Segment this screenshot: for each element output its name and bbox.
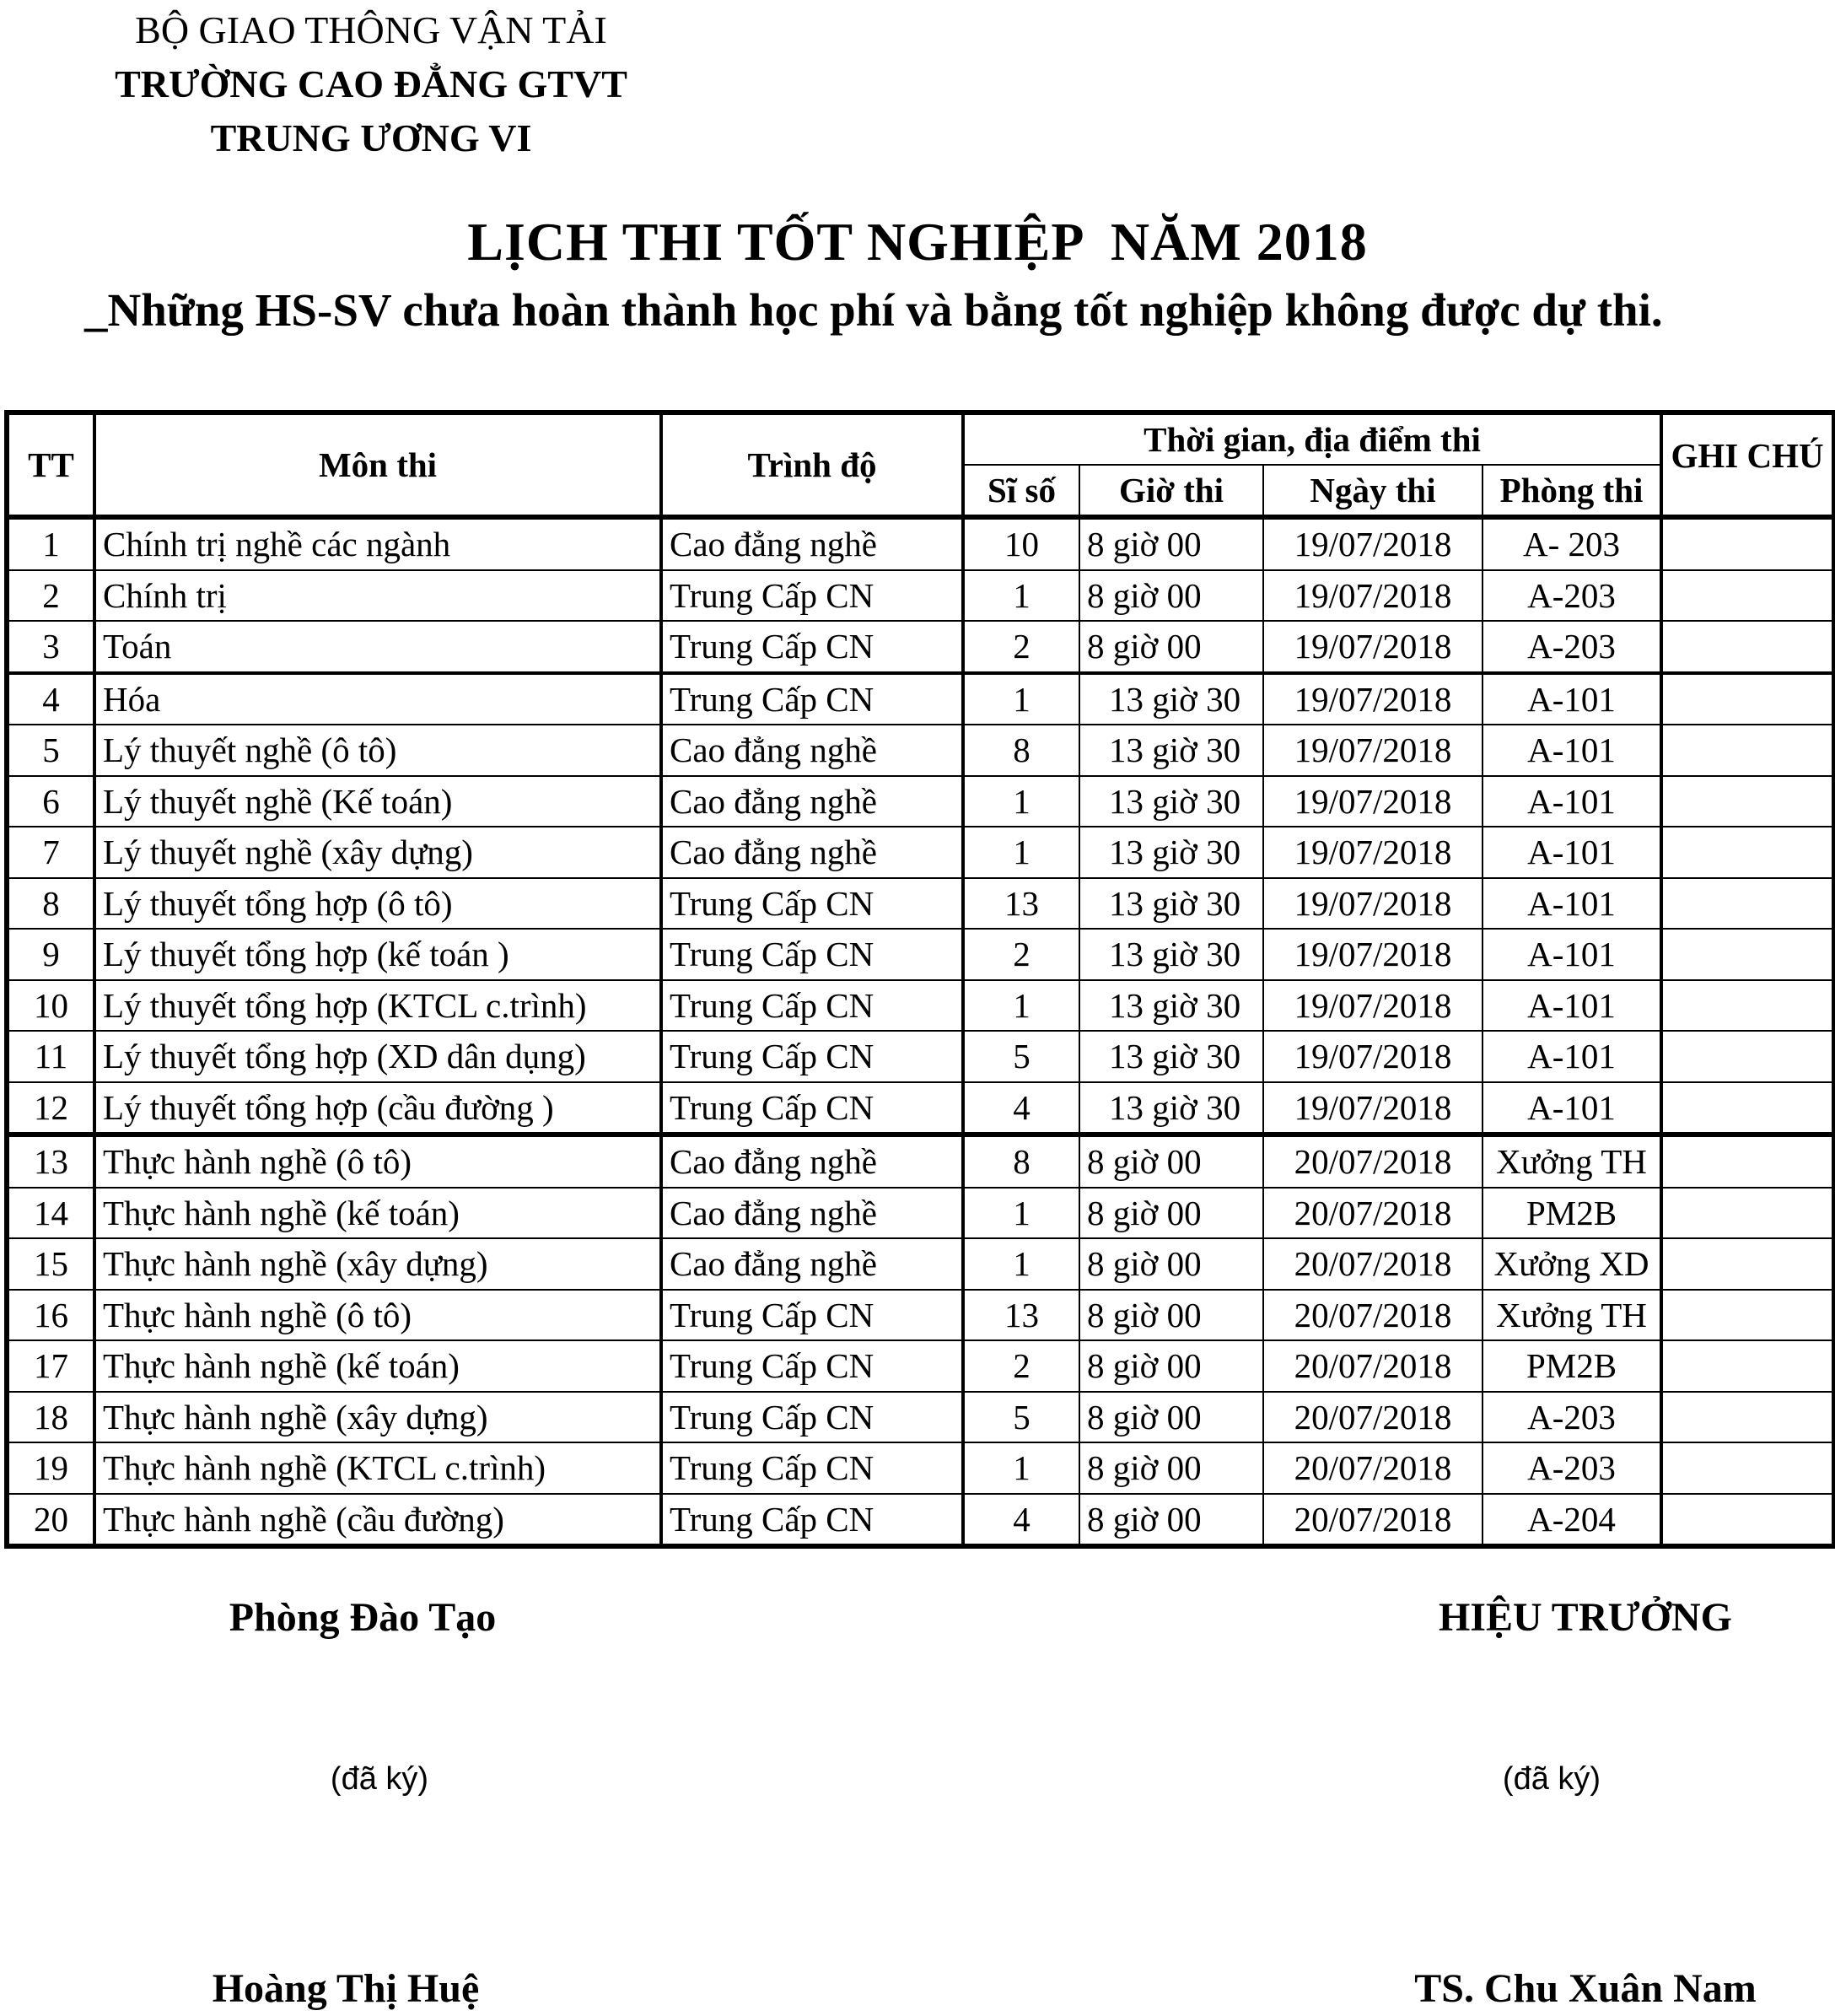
row-number: 7 — [7, 827, 94, 878]
exam-room-cell: A-203 — [1483, 621, 1661, 673]
subject-cell: Lý thuyết nghề (Kế toán) — [94, 776, 661, 827]
subject-cell: Thực hành nghề (xây dựng) — [94, 1392, 661, 1443]
exam-notice: _Những HS-SV chưa hoàn thành học phí và bằng tốt nghiệp không được dự thi. — [84, 284, 1663, 336]
exam-date-cell: 19/07/2018 — [1263, 725, 1483, 776]
level-cell: Trung Cấp CN — [661, 621, 963, 673]
subject-cell: Chính trị nghề các ngành — [94, 517, 661, 570]
exam-time-cell: 13 giờ 30 — [1079, 725, 1263, 776]
header-mon-thi: Môn thi — [94, 412, 661, 517]
student-count-cell: 2 — [963, 1340, 1079, 1392]
left-signatory-name: Hoàng Thị Huệ — [212, 1966, 480, 2011]
row-number: 16 — [7, 1290, 94, 1341]
note-cell — [1661, 980, 1834, 1032]
right-signature-office: HIỆU TRƯỞNG — [1438, 1595, 1733, 1640]
exam-time-cell: 13 giờ 30 — [1079, 1031, 1263, 1082]
header-si-so: Sĩ số — [963, 465, 1079, 517]
level-cell: Trung Cấp CN — [661, 878, 963, 930]
subject-cell: Lý thuyết tổng hợp (KTCL c.trình) — [94, 980, 661, 1032]
table-row — [7, 725, 1834, 776]
ministry-name: BỘ GIAO THÔNG VẬN TẢI — [135, 8, 607, 51]
exam-time-cell: 13 giờ 30 — [1079, 878, 1263, 930]
exam-room-cell: A-101 — [1483, 673, 1661, 725]
exam-room-cell: A-101 — [1483, 827, 1661, 878]
level-cell: Trung Cấp CN — [661, 673, 963, 725]
row-number: 15 — [7, 1238, 94, 1290]
exam-room-cell: A-101 — [1483, 776, 1661, 827]
table-row — [7, 621, 1834, 673]
right-signature-status: (đã ký) — [1502, 1761, 1601, 1797]
row-number: 9 — [7, 929, 94, 980]
note-cell — [1661, 1238, 1834, 1290]
exam-date-cell: 19/07/2018 — [1263, 878, 1483, 930]
level-cell: Trung Cấp CN — [661, 1442, 963, 1494]
exam-date-cell: 19/07/2018 — [1263, 570, 1483, 622]
exam-date-cell: 19/07/2018 — [1263, 776, 1483, 827]
table-row — [7, 1290, 1834, 1341]
student-count-cell: 5 — [963, 1031, 1079, 1082]
note-cell — [1661, 1290, 1834, 1341]
exam-room-cell: PM2B — [1483, 1188, 1661, 1239]
row-number: 4 — [7, 673, 94, 725]
student-count-cell: 13 — [963, 1290, 1079, 1341]
subject-cell: Lý thuyết tổng hợp (ô tô) — [94, 878, 661, 930]
level-cell: Trung Cấp CN — [661, 1340, 963, 1392]
exam-room-cell: A-101 — [1483, 929, 1661, 980]
level-cell: Cao đẳng nghề — [661, 1188, 963, 1239]
exam-room-cell: Xưởng TH — [1483, 1290, 1661, 1341]
exam-schedule-table — [4, 410, 1835, 1549]
organization-header — [59, 3, 683, 165]
exam-time-cell: 13 giờ 30 — [1079, 673, 1263, 725]
exam-time-cell: 8 giờ 00 — [1079, 621, 1263, 673]
exam-room-cell: A-101 — [1483, 725, 1661, 776]
exam-date-cell: 20/07/2018 — [1263, 1392, 1483, 1443]
level-cell: Cao đẳng nghề — [661, 827, 963, 878]
student-count-cell: 1 — [963, 1238, 1079, 1290]
row-number: 11 — [7, 1031, 94, 1082]
exam-date-cell: 20/07/2018 — [1263, 1340, 1483, 1392]
student-count-cell: 1 — [963, 827, 1079, 878]
exam-date-cell: 19/07/2018 — [1263, 673, 1483, 725]
exam-room-cell: Xưởng TH — [1483, 1135, 1661, 1188]
row-number: 12 — [7, 1082, 94, 1135]
subject-cell: Lý thuyết nghề (xây dựng) — [94, 827, 661, 878]
note-cell — [1661, 1082, 1834, 1135]
row-number: 8 — [7, 878, 94, 930]
student-count-cell: 2 — [963, 929, 1079, 980]
subject-cell: Chính trị — [94, 570, 661, 622]
document-title: LỊCH THI TỐT NGHIỆP NĂM 2018 — [467, 212, 1368, 272]
level-cell: Trung Cấp CN — [661, 570, 963, 622]
exam-time-cell: 13 giờ 30 — [1079, 929, 1263, 980]
exam-room-cell: A-101 — [1483, 1031, 1661, 1082]
exam-time-cell: 13 giờ 30 — [1079, 776, 1263, 827]
note-cell — [1661, 1135, 1834, 1188]
exam-date-cell: 19/07/2018 — [1263, 517, 1483, 570]
exam-time-cell: 8 giờ 00 — [1079, 1290, 1263, 1341]
exam-time-cell: 8 giờ 00 — [1079, 1188, 1263, 1239]
header-time-place-group: Thời gian, địa điểm thi — [963, 412, 1661, 465]
table-row — [7, 827, 1834, 878]
exam-time-cell: 8 giờ 00 — [1079, 1494, 1263, 1547]
student-count-cell: 4 — [963, 1082, 1079, 1135]
exam-time-cell: 8 giờ 00 — [1079, 1238, 1263, 1290]
header-trinh-do: Trình độ — [661, 412, 963, 517]
exam-room-cell: A- 203 — [1483, 517, 1661, 570]
table-row — [7, 1135, 1834, 1188]
student-count-cell: 1 — [963, 980, 1079, 1032]
table-row — [7, 929, 1834, 980]
subject-cell: Lý thuyết tổng hợp (kế toán ) — [94, 929, 661, 980]
row-number: 10 — [7, 980, 94, 1032]
level-cell: Cao đẳng nghề — [661, 1238, 963, 1290]
exam-time-cell: 8 giờ 00 — [1079, 570, 1263, 622]
table-row — [7, 1494, 1834, 1547]
table-row — [7, 776, 1834, 827]
level-cell: Trung Cấp CN — [661, 1031, 963, 1082]
student-count-cell: 1 — [963, 570, 1079, 622]
level-cell: Trung Cấp CN — [661, 929, 963, 980]
subject-cell: Hóa — [94, 673, 661, 725]
level-cell: Cao đẳng nghề — [661, 1135, 963, 1188]
row-number: 2 — [7, 570, 94, 622]
exam-time-cell: 8 giờ 00 — [1079, 517, 1263, 570]
header-phong-thi: Phòng thi — [1483, 465, 1661, 517]
note-cell — [1661, 621, 1834, 673]
subject-cell: Lý thuyết nghề (ô tô) — [94, 725, 661, 776]
row-number: 3 — [7, 621, 94, 673]
subject-cell: Thực hành nghề (kế toán) — [94, 1340, 661, 1392]
row-number: 20 — [7, 1494, 94, 1547]
student-count-cell: 1 — [963, 776, 1079, 827]
table-row — [7, 980, 1834, 1032]
subject-cell: Thực hành nghề (ô tô) — [94, 1290, 661, 1341]
table-row — [7, 1238, 1834, 1290]
table-row — [7, 1442, 1834, 1494]
note-cell — [1661, 517, 1834, 570]
exam-date-cell: 20/07/2018 — [1263, 1135, 1483, 1188]
exam-date-cell: 19/07/2018 — [1263, 1031, 1483, 1082]
header-gio-thi: Giờ thi — [1079, 465, 1263, 517]
level-cell: Trung Cấp CN — [661, 1290, 963, 1341]
level-cell: Cao đẳng nghề — [661, 725, 963, 776]
subject-cell: Thực hành nghề (ô tô) — [94, 1135, 661, 1188]
note-cell — [1661, 570, 1834, 622]
exam-room-cell: PM2B — [1483, 1340, 1661, 1392]
note-cell — [1661, 1031, 1834, 1082]
table-row — [7, 878, 1834, 930]
table-row — [7, 1392, 1834, 1443]
note-cell — [1661, 1494, 1834, 1547]
exam-room-cell: A-203 — [1483, 570, 1661, 622]
level-cell: Trung Cấp CN — [661, 980, 963, 1032]
exam-room-cell: A-203 — [1483, 1442, 1661, 1494]
student-count-cell: 1 — [963, 673, 1079, 725]
left-signature-status: (đã ký) — [330, 1761, 429, 1797]
row-number: 5 — [7, 725, 94, 776]
table-row — [7, 1031, 1834, 1082]
exam-date-cell: 20/07/2018 — [1263, 1188, 1483, 1239]
level-cell: Cao đẳng nghề — [661, 776, 963, 827]
subject-cell: Thực hành nghề (xây dựng) — [94, 1238, 661, 1290]
student-count-cell: 5 — [963, 1392, 1079, 1443]
exam-date-cell: 20/07/2018 — [1263, 1442, 1483, 1494]
row-number: 14 — [7, 1188, 94, 1239]
student-count-cell: 8 — [963, 725, 1079, 776]
header-ghi-chu: GHI CHÚ — [1661, 412, 1834, 517]
row-number: 17 — [7, 1340, 94, 1392]
student-count-cell: 1 — [963, 1188, 1079, 1239]
header-tt: TT — [7, 412, 94, 517]
level-cell: Trung Cấp CN — [661, 1082, 963, 1135]
note-cell — [1661, 776, 1834, 827]
right-signatory-name: TS. Chu Xuân Nam — [1414, 1966, 1757, 2011]
exam-time-cell: 8 giờ 00 — [1079, 1340, 1263, 1392]
subject-cell: Thực hành nghề (KTCL c.trình) — [94, 1442, 661, 1494]
exam-room-cell: Xưởng XD — [1483, 1238, 1661, 1290]
left-signature-office: Phòng Đào Tạo — [229, 1595, 497, 1640]
student-count-cell: 2 — [963, 621, 1079, 673]
exam-date-cell: 19/07/2018 — [1263, 621, 1483, 673]
exam-time-cell: 8 giờ 00 — [1079, 1442, 1263, 1494]
exam-date-cell: 19/07/2018 — [1263, 980, 1483, 1032]
exam-time-cell: 13 giờ 30 — [1079, 827, 1263, 878]
student-count-cell: 10 — [963, 517, 1079, 570]
table-row — [7, 570, 1834, 622]
note-cell — [1661, 827, 1834, 878]
row-number: 18 — [7, 1392, 94, 1443]
note-cell — [1661, 1188, 1834, 1239]
note-cell — [1661, 1442, 1834, 1494]
exam-date-cell: 20/07/2018 — [1263, 1238, 1483, 1290]
exam-date-cell: 20/07/2018 — [1263, 1290, 1483, 1341]
school-name-line2: TRUNG ƯƠNG VI — [210, 116, 532, 159]
exam-room-cell: A-101 — [1483, 878, 1661, 930]
exam-room-cell: A-101 — [1483, 980, 1661, 1032]
subject-cell: Thực hành nghề (kế toán) — [94, 1188, 661, 1239]
exam-room-cell: A-203 — [1483, 1392, 1661, 1443]
table-row — [7, 1188, 1834, 1239]
table-row — [7, 517, 1834, 570]
exam-date-cell: 19/07/2018 — [1263, 827, 1483, 878]
row-number: 13 — [7, 1135, 94, 1188]
note-cell — [1661, 929, 1834, 980]
note-cell — [1661, 1340, 1834, 1392]
subject-cell: Lý thuyết tổng hợp (XD dân dụng) — [94, 1031, 661, 1082]
student-count-cell: 8 — [963, 1135, 1079, 1188]
exam-time-cell: 13 giờ 30 — [1079, 1082, 1263, 1135]
level-cell: Trung Cấp CN — [661, 1392, 963, 1443]
subject-cell: Toán — [94, 621, 661, 673]
exam-room-cell: A-204 — [1483, 1494, 1661, 1547]
row-number: 6 — [7, 776, 94, 827]
note-cell — [1661, 725, 1834, 776]
exam-time-cell: 8 giờ 00 — [1079, 1135, 1263, 1188]
note-cell — [1661, 673, 1834, 725]
student-count-cell: 4 — [963, 1494, 1079, 1547]
exam-time-cell: 13 giờ 30 — [1079, 980, 1263, 1032]
table-row — [7, 1082, 1834, 1135]
table-row — [7, 673, 1834, 725]
subject-cell: Lý thuyết tổng hợp (cầu đường ) — [94, 1082, 661, 1135]
row-number: 1 — [7, 517, 94, 570]
level-cell: Cao đẳng nghề — [661, 517, 963, 570]
table-row — [7, 1340, 1834, 1392]
header-ngay-thi: Ngày thi — [1263, 465, 1483, 517]
exam-room-cell: A-101 — [1483, 1082, 1661, 1135]
note-cell — [1661, 878, 1834, 930]
exam-date-cell: 20/07/2018 — [1263, 1494, 1483, 1547]
subject-cell: Thực hành nghề (cầu đường) — [94, 1494, 661, 1547]
student-count-cell: 13 — [963, 878, 1079, 930]
school-name-line1: TRƯỜNG CAO ĐẲNG GTVT — [115, 62, 627, 105]
exam-date-cell: 19/07/2018 — [1263, 1082, 1483, 1135]
exam-date-cell: 19/07/2018 — [1263, 929, 1483, 980]
note-cell — [1661, 1392, 1834, 1443]
level-cell: Trung Cấp CN — [661, 1494, 963, 1547]
exam-time-cell: 8 giờ 00 — [1079, 1392, 1263, 1443]
student-count-cell: 1 — [963, 1442, 1079, 1494]
row-number: 19 — [7, 1442, 94, 1494]
